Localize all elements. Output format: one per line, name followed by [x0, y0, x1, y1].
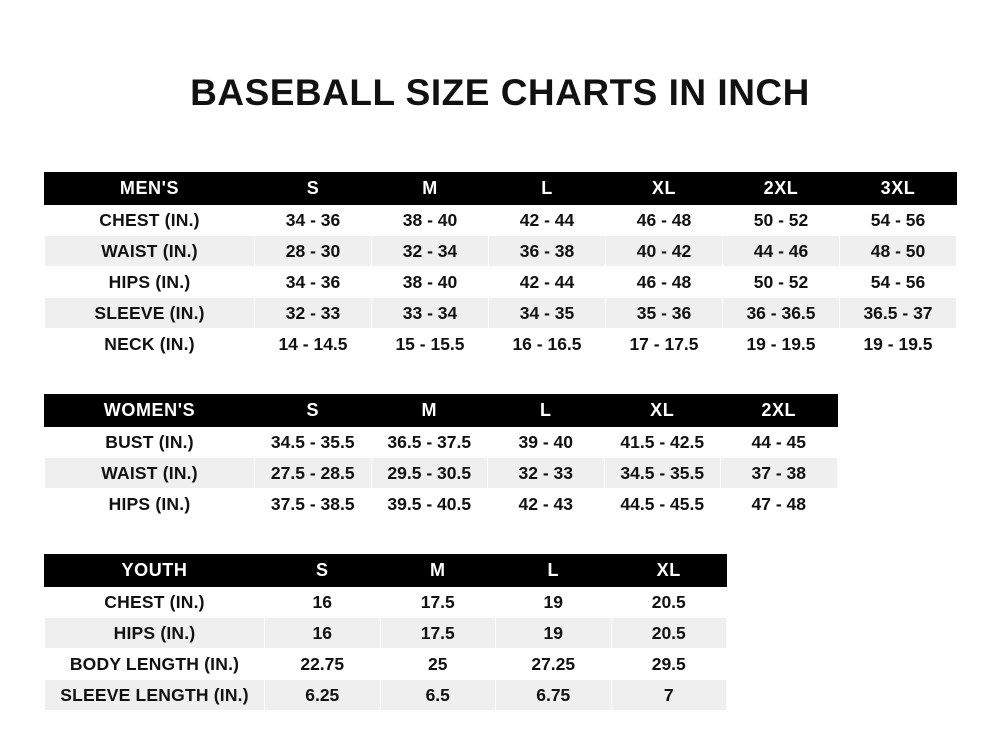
- table-cell: 44 - 45: [721, 427, 838, 458]
- mens-header-m: M: [372, 173, 489, 205]
- mens-header-2xl: 2XL: [723, 173, 840, 205]
- table-row: [45, 205, 957, 236]
- table-cell: 40 - 42: [606, 236, 723, 267]
- table-cell: 15 - 15.5: [372, 329, 489, 360]
- table-row: [45, 489, 838, 520]
- table-cell: 6.25: [265, 680, 381, 711]
- table-cell: 28 - 30: [255, 236, 372, 267]
- table-cell: 27.5 - 28.5: [255, 458, 372, 489]
- table-cell: 25: [380, 649, 496, 680]
- table-cell: 36 - 36.5: [723, 298, 840, 329]
- table-cell: 37.5 - 38.5: [255, 489, 372, 520]
- table-cell: 16: [265, 587, 381, 618]
- table-cell: 17.5: [380, 587, 496, 618]
- womens-header-l: L: [488, 395, 605, 427]
- womens-header-m: M: [371, 395, 488, 427]
- table-cell: 19: [496, 587, 612, 618]
- youth-header-xl: XL: [611, 555, 727, 587]
- womens-header-s: S: [255, 395, 372, 427]
- table-cell: 42 - 44: [489, 267, 606, 298]
- table-cell: 50 - 52: [723, 205, 840, 236]
- table-cell: 6.75: [496, 680, 612, 711]
- table-row: [45, 329, 957, 360]
- mens-header-3xl: 3XL: [840, 173, 957, 205]
- youth-header-category: YOUTH: [45, 555, 265, 587]
- youth-header-m: M: [380, 555, 496, 587]
- table-cell: 32 - 34: [372, 236, 489, 267]
- table-cell: 6.5: [380, 680, 496, 711]
- mens-header-xl: XL: [606, 173, 723, 205]
- table-cell: 54 - 56: [840, 205, 957, 236]
- table-cell: 42 - 43: [488, 489, 605, 520]
- womens-header-xl: XL: [604, 395, 721, 427]
- table-cell: 17.5: [380, 618, 496, 649]
- table-cell: 54 - 56: [840, 267, 957, 298]
- row-label: HIPS (IN.): [45, 618, 265, 649]
- table-header-row: [45, 173, 957, 205]
- table-cell: 32 - 33: [255, 298, 372, 329]
- mens-header-category: MEN'S: [45, 173, 255, 205]
- table-cell: 16 - 16.5: [489, 329, 606, 360]
- womens-header-2xl: 2XL: [721, 395, 838, 427]
- table-cell: 34.5 - 35.5: [255, 427, 372, 458]
- table-cell: 39 - 40: [488, 427, 605, 458]
- table-cell: 46 - 48: [606, 267, 723, 298]
- table-row: [45, 680, 727, 711]
- table-cell: 38 - 40: [372, 267, 489, 298]
- youth-table-head: [45, 555, 727, 587]
- table-row: [45, 298, 957, 329]
- table-cell: 39.5 - 40.5: [371, 489, 488, 520]
- table-header-row: [45, 395, 838, 427]
- mens-size-table: [44, 172, 957, 360]
- table-cell: 47 - 48: [721, 489, 838, 520]
- table-cell: 32 - 33: [488, 458, 605, 489]
- row-label: BUST (IN.): [45, 427, 255, 458]
- row-label: BODY LENGTH (IN.): [45, 649, 265, 680]
- mens-table-body: [45, 205, 957, 360]
- table-row: [45, 458, 838, 489]
- table-cell: 38 - 40: [372, 205, 489, 236]
- row-label: WAIST (IN.): [45, 458, 255, 489]
- table-cell: 34 - 36: [255, 267, 372, 298]
- table-cell: 44 - 46: [723, 236, 840, 267]
- table-cell: 19 - 19.5: [723, 329, 840, 360]
- table-cell: 34 - 36: [255, 205, 372, 236]
- row-label: CHEST (IN.): [45, 587, 265, 618]
- table-cell: 19: [496, 618, 612, 649]
- table-cell: 46 - 48: [606, 205, 723, 236]
- table-cell: 20.5: [611, 618, 727, 649]
- row-label: HIPS (IN.): [45, 267, 255, 298]
- table-row: [45, 587, 727, 618]
- row-label: NECK (IN.): [45, 329, 255, 360]
- table-row: [45, 267, 957, 298]
- youth-header-l: L: [496, 555, 612, 587]
- youth-header-s: S: [265, 555, 381, 587]
- row-label: CHEST (IN.): [45, 205, 255, 236]
- table-cell: 29.5 - 30.5: [371, 458, 488, 489]
- table-row: [45, 427, 838, 458]
- table-cell: 36.5 - 37.5: [371, 427, 488, 458]
- row-label: HIPS (IN.): [45, 489, 255, 520]
- table-cell: 50 - 52: [723, 267, 840, 298]
- womens-header-category: WOMEN'S: [45, 395, 255, 427]
- mens-table-head: [45, 173, 957, 205]
- table-cell: 20.5: [611, 587, 727, 618]
- womens-size-table: [44, 394, 838, 520]
- youth-size-table: [44, 554, 727, 711]
- table-cell: 19 - 19.5: [840, 329, 957, 360]
- table-row: [45, 618, 727, 649]
- row-label: WAIST (IN.): [45, 236, 255, 267]
- table-row: [45, 236, 957, 267]
- table-cell: 36 - 38: [489, 236, 606, 267]
- womens-table-body: [45, 427, 838, 520]
- page-title: BASEBALL SIZE CHARTS IN INCH: [190, 72, 810, 113]
- table-cell: 17 - 17.5: [606, 329, 723, 360]
- table-cell: 22.75: [265, 649, 381, 680]
- table-cell: 34.5 - 35.5: [604, 458, 721, 489]
- table-cell: 27.25: [496, 649, 612, 680]
- table-header-row: [45, 555, 727, 587]
- table-cell: 7: [611, 680, 727, 711]
- table-cell: 14 - 14.5: [255, 329, 372, 360]
- table-cell: 36.5 - 37: [840, 298, 957, 329]
- size-tables-container: [0, 172, 1000, 711]
- table-cell: 37 - 38: [721, 458, 838, 489]
- mens-header-s: S: [255, 173, 372, 205]
- womens-table-head: [45, 395, 838, 427]
- table-cell: 48 - 50: [840, 236, 957, 267]
- table-cell: 41.5 - 42.5: [604, 427, 721, 458]
- row-label: SLEEVE LENGTH (IN.): [45, 680, 265, 711]
- mens-header-l: L: [489, 173, 606, 205]
- table-cell: 44.5 - 45.5: [604, 489, 721, 520]
- table-cell: 16: [265, 618, 381, 649]
- table-cell: 29.5: [611, 649, 727, 680]
- row-label: SLEEVE (IN.): [45, 298, 255, 329]
- table-cell: 42 - 44: [489, 205, 606, 236]
- table-row: [45, 649, 727, 680]
- table-cell: 33 - 34: [372, 298, 489, 329]
- table-cell: 34 - 35: [489, 298, 606, 329]
- youth-table-body: [45, 587, 727, 711]
- table-cell: 35 - 36: [606, 298, 723, 329]
